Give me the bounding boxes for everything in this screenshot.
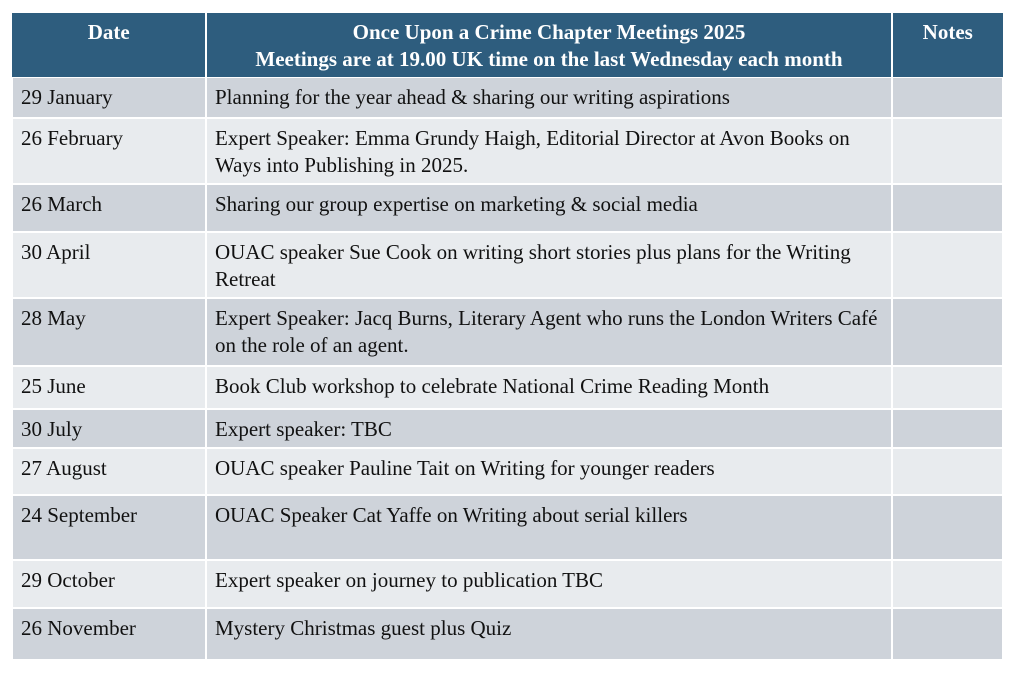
row-date: 26 March	[12, 184, 206, 232]
row-date: 30 April	[12, 232, 206, 298]
table-row	[12, 409, 1003, 448]
row-notes	[892, 560, 1003, 608]
row-event: Expert speaker: TBC	[206, 409, 892, 448]
row-date: 30 July	[12, 409, 206, 448]
header-notes: Notes	[892, 13, 1003, 78]
table-row	[12, 448, 1003, 495]
row-event: Planning for the year ahead & sharing our writing aspirations	[206, 78, 892, 118]
row-date: 28 May	[12, 298, 206, 366]
row-event: Mystery Christmas guest plus Quiz	[206, 608, 892, 660]
row-notes	[892, 409, 1003, 448]
row-notes	[892, 448, 1003, 495]
header-title	[206, 13, 892, 78]
meetings-table-container	[11, 12, 1002, 661]
row-date: 27 August	[12, 448, 206, 495]
row-date: 29 January	[12, 78, 206, 118]
row-event: OUAC speaker Sue Cook on writing short stories plus plans for the Writing Retreat	[206, 232, 892, 298]
header-title-line2: Meetings are at 19.00 UK time on the last Wednesday each month	[255, 47, 843, 71]
row-date: 26 November	[12, 608, 206, 660]
table-row	[12, 366, 1003, 409]
row-date: 24 September	[12, 495, 206, 560]
row-notes	[892, 366, 1003, 409]
row-event: Expert Speaker: Jacq Burns, Literary Agent who runs the London Writers Café on the role of an agent.	[206, 298, 892, 366]
row-event: Sharing our group expertise on marketing & social media	[206, 184, 892, 232]
row-date: 26 February	[12, 118, 206, 184]
header-row	[12, 13, 1003, 78]
row-notes	[892, 495, 1003, 560]
table-row	[12, 184, 1003, 232]
header-title-line1: Once Upon a Crime Chapter Meetings 2025	[352, 20, 746, 44]
header-date: Date	[12, 13, 206, 78]
row-notes	[892, 118, 1003, 184]
row-event: Book Club workshop to celebrate National Crime Reading Month	[206, 366, 892, 409]
table-row	[12, 608, 1003, 660]
table-row	[12, 118, 1003, 184]
row-date: 25 June	[12, 366, 206, 409]
table-row	[12, 78, 1003, 118]
row-event: OUAC Speaker Cat Yaffe on Writing about serial killers	[206, 495, 892, 560]
table-row	[12, 232, 1003, 298]
table-row	[12, 560, 1003, 608]
row-event: Expert Speaker: Emma Grundy Haigh, Editorial Director at Avon Books on Ways into Publishing in 2025.	[206, 118, 892, 184]
row-notes	[892, 608, 1003, 660]
row-notes	[892, 184, 1003, 232]
row-date: 29 October	[12, 560, 206, 608]
row-notes	[892, 232, 1003, 298]
row-notes	[892, 298, 1003, 366]
table-row	[12, 495, 1003, 560]
row-event: Expert speaker on journey to publication TBC	[206, 560, 892, 608]
meetings-table	[11, 12, 1004, 661]
row-event: OUAC speaker Pauline Tait on Writing for younger readers	[206, 448, 892, 495]
row-notes	[892, 78, 1003, 118]
table-row	[12, 298, 1003, 366]
